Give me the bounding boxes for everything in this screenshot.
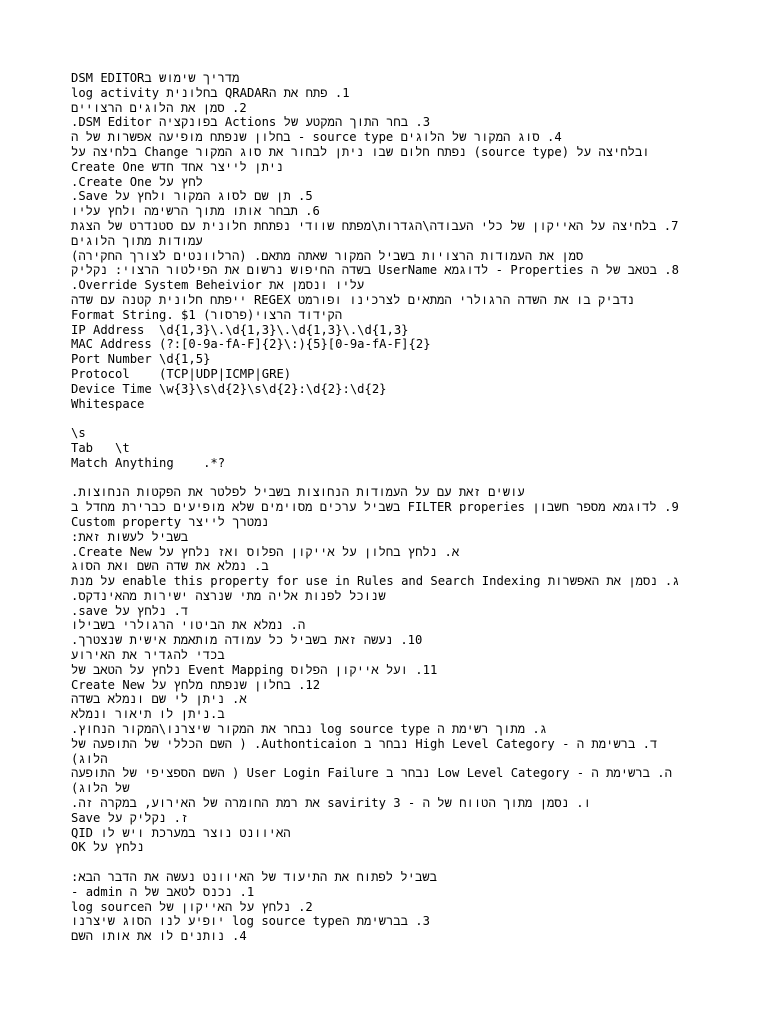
step-12: 12. בחלון שנפתח מלחץ על Create New: [71, 677, 321, 692]
step-12-d-cont: הלוג): [71, 751, 108, 766]
step-8-regex: נדביק בו את השדה הרגולרי המתאים לצרכינו ופורמט REGEX ייפתח חלונית קטנה עם שדה: [71, 292, 635, 307]
step-9: 9. לדוגמא מספר חשבון FILTER properies בשביל ערכים מסוימים שלא מופיעים כברירת מחדל ב: [71, 500, 679, 515]
step-11: 11. ועל אייקון הפלוס Event Mapping נלחץ על הטאב של: [71, 662, 438, 677]
step-9-a: א. נלחץ בחלון על אייקון הפלוס ואז נלחץ על Create New.: [71, 544, 460, 559]
doc-step-4: 4. נותנים לו את אותו השם: [71, 929, 247, 944]
step-12-a: א. ניתן לי שם ונמלא בשדה: [71, 692, 247, 707]
define-event-heading: בכדי להגדיר את האירוע: [71, 648, 225, 663]
step-10: 10. נעשה זאת בשביל כל עמודה מותאמת אישית שנצטרך.: [71, 633, 423, 648]
step-12-d: ד. ברשימת ה - High Level Category נבחר ב Authonticaion. ( השם הכללי של התופעה של: [71, 736, 658, 751]
regex-port-number: Port Number \d{1,5}: [71, 352, 211, 367]
document-title: מדריך שימוש בDSM EDITOR: [71, 71, 240, 85]
step-12-e-cont: של הלוג): [71, 781, 130, 796]
regex-match-anything: Match Anything .*?: [71, 455, 226, 470]
regex-ip-address: IP Address \d{1,3}\.\d{1,3}\.\d{1,3}\.\d{1,3}: [71, 322, 409, 337]
step-9-d: ד. נלחץ על save.: [71, 603, 189, 618]
click-ok: נלחץ על OK: [71, 840, 145, 855]
step-7: 7. בלחיצה על האייקון של כלי העבודה\הגדרות\מפתח שוודי נפתחת חלונית עם סטנדרט של הצגת: [71, 218, 679, 233]
regex-protocol: Protocol (TCP|UDP|ICMP|GRE): [71, 366, 292, 381]
document-page: [71, 71, 711, 944]
step-9-c-cont: שנוכל לפנות אליה מתי שנרצה ישירות מהאינדקס.: [71, 588, 386, 603]
regex-device-time: Device Time \w{3}\s\d{2}\s\d{2}:\d{2}:\d{2}: [71, 381, 387, 396]
step-9-custom-property: נמטרך לייצר Custom property: [71, 514, 269, 529]
step-9-e: ה. נמלא את הביטוי הרגולרי בשבילו: [71, 618, 306, 633]
step-8-override: עליו ונסמן את Override System Beheivior.: [71, 278, 365, 293]
step-9-b: ב. נמלא את שדה השם ואת הסוג: [71, 559, 269, 574]
step-9-howto: בשביל לעשות זאת:: [71, 529, 189, 544]
step-8-repeat: עושים זאת עם על העמודות הנחוצות בשביל לפלטר את הפקטות הנחוצות.: [71, 485, 525, 500]
step-12-b: ב.ניתן לו תיאור ונמלא: [71, 707, 225, 722]
blank-line: [71, 471, 711, 486]
step-5: 5. תן שם לסוג המקור ולחץ על Save.: [71, 189, 313, 204]
step-4-create-one: ניתן לייצר אחד חדש Create One: [71, 159, 284, 174]
open-documentation-heading: בשביל לפתוח את התיעוד של האיוונט נעשה את הדבר הבא:: [71, 870, 437, 885]
step-4-click-create-one: לחץ על Create One.: [71, 174, 203, 189]
step-8: 8. בטאב של ה Properties - לדוגמא UserName בשדה החיפוש נרשום את הפילטור הרצוי: נקליק: [71, 263, 679, 278]
regex-whitespace: \s: [71, 426, 86, 441]
doc-step-1: 1. נכנס לטאב של ה admin -: [71, 884, 255, 899]
step-9-c: ג. נסמן את האפשרות enable this property for use in Rules and Search Indexing על מנת: [71, 574, 680, 589]
step-12-c: ג. מתוך רשימת ה log source type נבחר את המקור שיצרנו\המקור הנחוץ.: [71, 722, 548, 737]
step-4: 4. סוג המקור של הלוגים source type - בחלון שנפתח מופיעה אפשרות של ה: [71, 130, 562, 145]
doc-step-2: 2. נלחץ על האייקון של הlog source: [71, 899, 313, 914]
blank-line: [71, 411, 711, 426]
regex-whitespace-label: Whitespace: [71, 396, 145, 411]
step-3: 3. בחר התוך המקטע של Actions בפונקציה DSM Editor.: [71, 115, 431, 130]
step-12-f: ו. נסמן מתוך הטווח של ה - savirity 3 את רמת החומרה של האירוע, במקרה זה.: [71, 796, 591, 811]
step-2: 2. סמן את הלוגים הרצויים: [71, 100, 247, 115]
step-12-g: ז. נקליק על Save: [71, 810, 189, 825]
step-1: 1. פתח את הQRADAR בחלונית log activity: [71, 85, 350, 100]
step-8-format-string: הקידוד הרצוי(פרסור) Format String. $1: [71, 307, 343, 322]
regex-tab: Tab \t: [71, 440, 130, 455]
step-12-e: ה. ברשימת ה - Low Level Category נבחר ב User Login Failure ( השם הספציפי של התופעה: [71, 766, 672, 781]
step-7-select-columns: סמן את העמודות הרצויות בשביל המקור שאתה מתאם. (הרלוונטים לצורך החקירה): [71, 248, 584, 263]
step-4-detail: ובלחיצה על (source type) נפתח חלום שבו ניתן לבחור את סוג המקור Change בלחיצה על: [71, 144, 650, 159]
regex-mac-address: MAC Address (?:[0-9a-fA-F]{2}\:){5}[0-9a-fA-F]{2}: [71, 337, 431, 352]
step-7-columns: עמודות מתוך הלוגים: [71, 233, 203, 248]
blank-line: [71, 855, 711, 870]
doc-step-3: 3. בברשימת הlog source type יופיע לנו הסוג שיצרנו: [71, 914, 430, 929]
event-created-qid: האיוונט נוצר במערכת ויש לו QID: [71, 825, 291, 840]
step-6: 6. תבחר אותו מתוך הרשימה ולחץ עליו: [71, 204, 320, 219]
